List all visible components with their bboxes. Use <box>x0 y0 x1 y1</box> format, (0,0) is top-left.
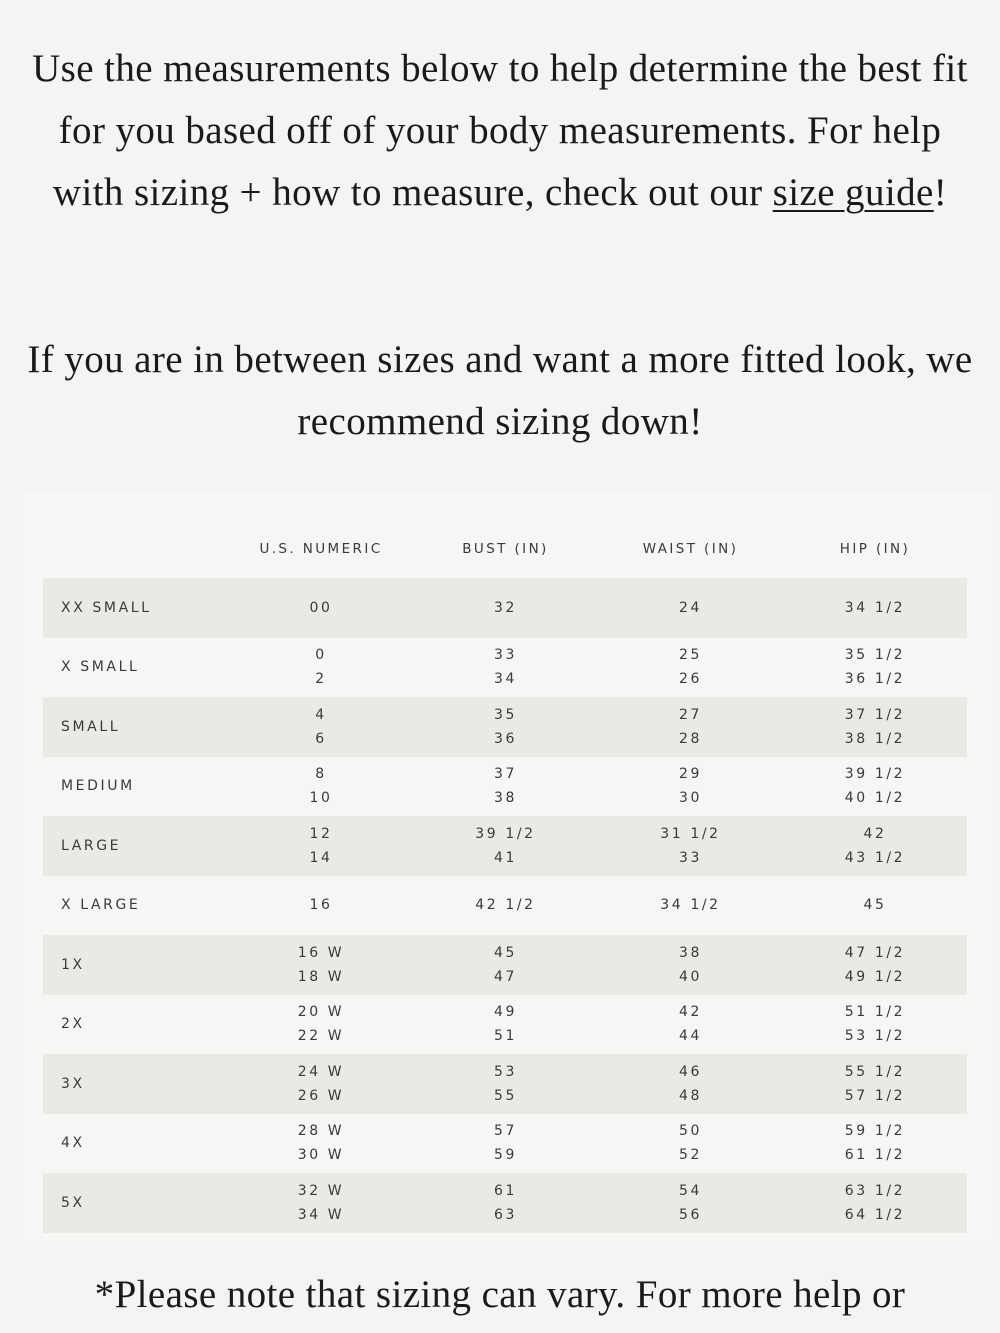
waist-value: 48 <box>678 1087 702 1104</box>
numeric-cell <box>229 697 413 757</box>
hip-value: 40 1/2 <box>844 790 906 807</box>
numeric-value: 30 W <box>297 1147 345 1164</box>
hip-value: 37 1/2 <box>844 706 906 723</box>
hip-cell <box>783 816 967 876</box>
numeric-value: 26 W <box>297 1087 345 1104</box>
waist-value: 52 <box>678 1147 702 1164</box>
numeric-value: 6 <box>315 730 327 747</box>
waist-value: 34 1/2 <box>660 897 721 914</box>
bust-value: 37 <box>493 766 517 783</box>
waist-value: 25 <box>678 647 702 664</box>
hip-cell <box>783 995 967 1055</box>
waist-value: 44 <box>678 1028 702 1045</box>
header-us-numeric: U.S. NUMERIC <box>259 541 383 557</box>
sizing-tip-paragraph: If you are in between sizes and want a more fitted look, we recommend sizing down! <box>27 338 973 443</box>
numeric-value: 14 <box>309 849 333 866</box>
hip-cell <box>783 935 967 995</box>
bust-cell <box>413 816 598 876</box>
bust-value: 32 <box>493 599 517 616</box>
size-label: XX SMALL <box>43 578 229 638</box>
bust-value: 41 <box>493 849 517 866</box>
size-label: LARGE <box>43 816 229 876</box>
numeric-value: 10 <box>309 790 333 807</box>
waist-value: 24 <box>678 599 702 616</box>
hip-cell <box>783 638 967 698</box>
waist-value: 27 <box>678 706 702 723</box>
waist-cell <box>598 1054 783 1114</box>
numeric-cell <box>229 757 413 817</box>
header-size <box>43 520 229 578</box>
hip-cell <box>783 1054 967 1114</box>
size-label: SMALL <box>43 697 229 757</box>
bust-cell <box>413 995 598 1055</box>
waist-value: 31 1/2 <box>660 825 721 842</box>
hip-value: 39 1/2 <box>844 766 906 783</box>
numeric-cell <box>229 638 413 698</box>
size-label: X LARGE <box>43 876 229 936</box>
numeric-value: 28 W <box>297 1123 345 1140</box>
bust-cell <box>413 578 598 638</box>
waist-value: 46 <box>678 1063 702 1080</box>
bust-value: 45 <box>493 944 517 961</box>
waist-cell <box>598 935 783 995</box>
hip-value: 35 1/2 <box>844 647 906 664</box>
numeric-value: 20 W <box>297 1004 345 1021</box>
bust-cell <box>413 1054 598 1114</box>
bust-value: 38 <box>493 790 517 807</box>
numeric-cell <box>229 1114 413 1174</box>
waist-cell <box>598 757 783 817</box>
bust-value: 34 <box>493 671 517 688</box>
hip-value: 36 1/2 <box>844 671 906 688</box>
bust-cell <box>413 1173 598 1233</box>
bust-value: 57 <box>493 1123 517 1140</box>
size-label: 5X <box>43 1173 229 1233</box>
waist-value: 28 <box>678 730 702 747</box>
waist-value: 30 <box>678 790 702 807</box>
waist-cell <box>598 816 783 876</box>
intro-text: Use the measurements below to help determine the best fit for you based off of your body measurements. For help with sizing + how to measure, check out our <box>32 47 968 214</box>
bust-value: 49 <box>493 1004 517 1021</box>
numeric-value: 24 W <box>297 1063 345 1080</box>
waist-cell <box>598 578 783 638</box>
hip-cell <box>783 578 967 638</box>
waist-cell <box>598 876 783 936</box>
hip-cell <box>783 697 967 757</box>
waist-value: 26 <box>678 671 702 688</box>
table-row <box>43 1054 967 1114</box>
hip-cell <box>783 1173 967 1233</box>
header-waist: WAIST (IN) <box>642 541 739 557</box>
numeric-value: 4 <box>315 706 327 723</box>
waist-value: 56 <box>678 1206 702 1223</box>
hip-value: 38 1/2 <box>844 730 906 747</box>
hip-value: 63 1/2 <box>844 1182 906 1199</box>
numeric-cell <box>229 935 413 995</box>
bust-value: 61 <box>493 1182 517 1199</box>
bust-cell <box>413 757 598 817</box>
numeric-cell <box>229 995 413 1055</box>
waist-cell <box>598 995 783 1055</box>
hip-value: 64 1/2 <box>844 1206 906 1223</box>
hip-value: 34 1/2 <box>844 599 906 616</box>
numeric-value: 2 <box>315 671 327 688</box>
size-label: 4X <box>43 1114 229 1174</box>
numeric-value: 22 W <box>297 1028 345 1045</box>
waist-cell <box>598 1114 783 1174</box>
hip-value: 47 1/2 <box>844 944 906 961</box>
numeric-value: 16 W <box>297 944 345 961</box>
table-row <box>43 757 967 817</box>
numeric-cell <box>229 876 413 936</box>
bust-cell <box>413 1114 598 1174</box>
hip-value: 49 1/2 <box>844 968 906 985</box>
table-row <box>43 995 967 1055</box>
bust-cell <box>413 935 598 995</box>
bust-cell <box>413 697 598 757</box>
numeric-value: 00 <box>309 599 333 616</box>
table-row <box>43 876 967 936</box>
waist-value: 29 <box>678 766 702 783</box>
bust-value: 53 <box>493 1063 517 1080</box>
numeric-value: 32 W <box>297 1182 345 1199</box>
hip-value: 55 1/2 <box>844 1063 906 1080</box>
bust-value: 39 1/2 <box>475 825 536 842</box>
size-label: MEDIUM <box>43 757 229 817</box>
table-row <box>43 816 967 876</box>
numeric-cell <box>229 578 413 638</box>
table-row <box>43 697 967 757</box>
waist-value: 38 <box>678 944 702 961</box>
bust-value: 36 <box>493 730 517 747</box>
size-label: 1X <box>43 935 229 995</box>
waist-value: 50 <box>678 1123 702 1140</box>
numeric-cell <box>229 1054 413 1114</box>
size-table <box>43 520 967 1233</box>
numeric-value: 0 <box>315 647 327 664</box>
hip-cell <box>783 876 967 936</box>
intro-paragraph <box>20 38 980 224</box>
bust-value: 42 1/2 <box>475 897 536 914</box>
numeric-value: 16 <box>309 897 333 914</box>
waist-value: 42 <box>678 1004 702 1021</box>
waist-cell <box>598 638 783 698</box>
waist-value: 54 <box>678 1182 702 1199</box>
numeric-value: 18 W <box>297 968 345 985</box>
size-label: 3X <box>43 1054 229 1114</box>
bust-value: 59 <box>493 1147 517 1164</box>
numeric-cell <box>229 1173 413 1233</box>
header-hip: HIP (IN) <box>839 541 911 557</box>
table-row <box>43 578 967 638</box>
table-row <box>43 935 967 995</box>
table-body <box>43 578 967 1233</box>
hip-value: 59 1/2 <box>844 1123 906 1140</box>
hip-value: 57 1/2 <box>844 1087 906 1104</box>
intro-text-end: ! <box>933 171 948 214</box>
note-paragraph: *Please note that sizing can vary. For more help or <box>94 1273 906 1316</box>
size-chart <box>24 492 992 1242</box>
numeric-value: 34 W <box>297 1206 345 1223</box>
bust-cell <box>413 638 598 698</box>
hip-cell <box>783 1114 967 1174</box>
numeric-value: 12 <box>309 825 333 842</box>
hip-value: 42 <box>863 825 887 842</box>
bust-value: 33 <box>493 647 517 664</box>
hip-value: 43 1/2 <box>844 849 906 866</box>
hip-cell <box>783 757 967 817</box>
table-header-row <box>43 520 967 578</box>
hip-value: 53 1/2 <box>844 1028 906 1045</box>
table-row <box>43 1114 967 1174</box>
waist-value: 33 <box>678 849 702 866</box>
size-label: 2X <box>43 995 229 1055</box>
table-row <box>43 1173 967 1233</box>
bust-cell <box>413 876 598 936</box>
size-label: X SMALL <box>43 638 229 698</box>
table-row <box>43 638 967 698</box>
hip-value: 61 1/2 <box>844 1147 906 1164</box>
waist-value: 40 <box>678 968 702 985</box>
size-guide-link[interactable]: size guide <box>772 171 934 214</box>
waist-cell <box>598 1173 783 1233</box>
hip-value: 45 <box>863 897 887 914</box>
bust-value: 35 <box>493 706 517 723</box>
hip-value: 51 1/2 <box>844 1004 906 1021</box>
bust-value: 51 <box>493 1028 517 1045</box>
numeric-value: 8 <box>315 766 327 783</box>
bust-value: 63 <box>493 1206 517 1223</box>
header-bust: BUST (IN) <box>462 541 549 557</box>
numeric-cell <box>229 816 413 876</box>
bust-value: 47 <box>493 968 517 985</box>
waist-cell <box>598 697 783 757</box>
bust-value: 55 <box>493 1087 517 1104</box>
